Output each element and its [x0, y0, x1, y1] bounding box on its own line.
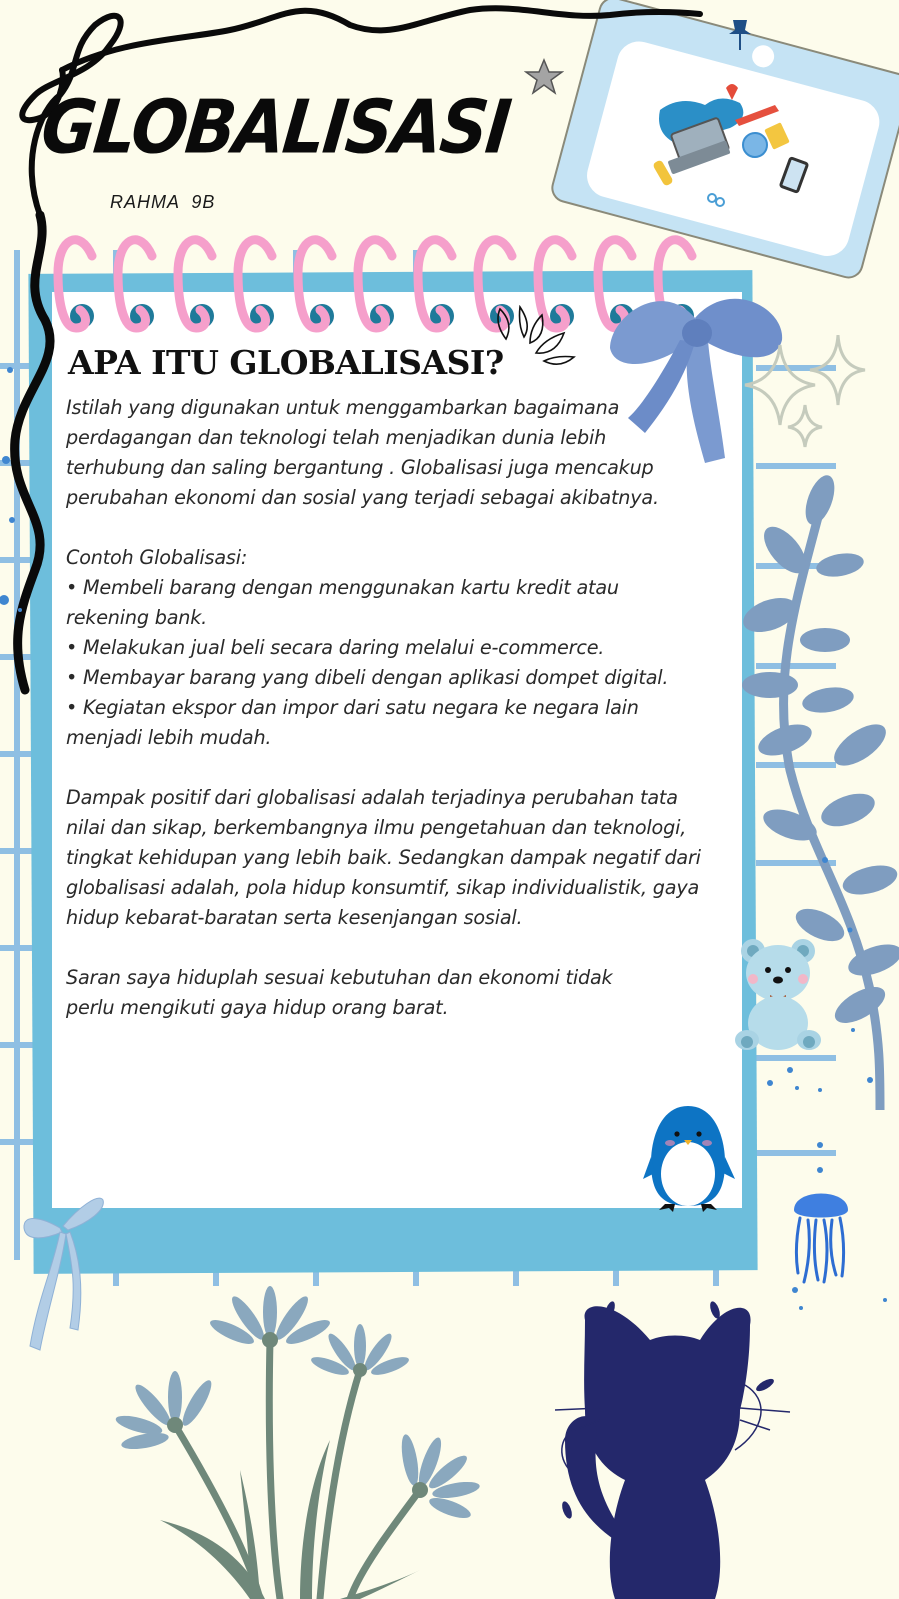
advice-paragraph: Saran saya hiduplah sesuai kebutuhan dan ekonomi tidak perlu mengikuti gaya hidup orang barat.	[66, 966, 613, 1019]
author-label: RAHMA 9B	[110, 192, 216, 212]
list-item: • Kegiatan ekspor dan impor dari satu negara ke negara lain menjadi lebih mudah.	[66, 696, 639, 749]
definition-paragraph: Istilah yang digunakan untuk menggambarkan bagaimana perdagangan dan teknologi telah menjadikan dunia lebih terhubung dan saling bergantung . Globalisasi juga mencakup perubahan ekonomi dan sosial yang terjadi sebagai akibatnya.	[66, 396, 659, 509]
examples-title: Contoh Globalisasi:	[66, 546, 248, 569]
list-item: • Melakukan jual beli secara daring melalui e-commerce.	[66, 636, 605, 659]
list-item: • Membayar barang yang dibeli dengan aplikasi dompet digital.	[66, 666, 669, 689]
section-heading: APA ITU GLOBALISASI?	[68, 343, 504, 382]
list-item: • Membeli barang dengan menggunakan kartu kredit atau rekening bank.	[66, 576, 619, 629]
poster-title: GLOBALISASI	[37, 84, 514, 171]
impact-paragraph: Dampak positif dari globalisasi adalah terjadinya perubahan tata nilai dan sikap, berkembangnya ilmu pengetahuan dan teknologi, tingkat kehidupan yang lebih baik. Sedangkan dampak negatif dari globalisasi adalah, pola hidup konsumtif, sikap individualistik, gaya hidup kebarat-baratan serta kesenjangan sosial.	[66, 786, 701, 929]
